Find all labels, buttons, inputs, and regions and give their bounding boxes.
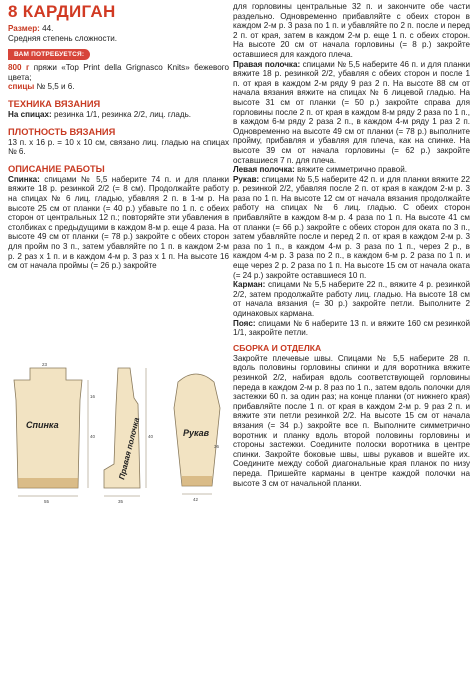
- dim-back-height: 40: [90, 434, 96, 439]
- back-label: Спинка:: [8, 174, 40, 184]
- technique-label: На спицах:: [8, 109, 52, 119]
- needles-label: спицы: [8, 82, 35, 92]
- needles-line: [4, 82, 229, 92]
- size-line: [4, 24, 229, 34]
- materials-banner: ВАМ ПОТРЕБУЕТСЯ:: [8, 49, 90, 60]
- dim-sleeve-width: 42: [193, 497, 199, 502]
- dim-neck: 23: [42, 362, 48, 367]
- needles-value: № 5,5 и 6.: [36, 82, 75, 92]
- sleeve-instructions: [233, 175, 470, 281]
- pocket-instructions: [233, 280, 470, 318]
- right-front-instructions: [233, 60, 470, 166]
- back-instructions: [4, 175, 229, 271]
- sleeve-text: спицами № 5,5 наберите 42 п. и для планки вяжите 22 р. резинкой 2/2, убавляя после 2 п. от края в каждом 2-м р. 3 раза по 1 п. На высоте 12 см от начала вязания продолжайте работу на спицах № 6 лиц. гладью. С обеих сторон прибавляйте в каждом 8-м р. 4 раза по 1 п. На высоте 41 см от планки (= 66 р.) закройте с обеих сторон для оката по 3 п., затем убавляйте после и перед 2 п. от края в каждом 2-м р. 3 раза по 1 п., в каждом 4-м р. 3 раза по 1 п., через 2 р., в каждом 4-м р. 3 раза по 2 п., в каждом 6-м р. 2 раза по 1 п. и еще через 2 р. 2 раза по 1 п. На высоте 15 см от начала оката (= 24 р.) закройте оставшиеся 10 п.: [233, 174, 470, 280]
- front-label-diagram: Правая полочка: [117, 416, 142, 481]
- pattern-title: 8 КАРДИГАН: [8, 2, 116, 21]
- density-header: ПЛОТНОСТЬ ВЯЗАНИЯ: [8, 126, 116, 137]
- dim-sleeve-height: 36: [214, 444, 220, 449]
- density-text: 13 п. x 16 р. = 10 x 10 см, связано лиц. гладью на спицах № 6.: [8, 137, 229, 157]
- right-column: [233, 2, 470, 488]
- dim-front-height: 40: [148, 434, 154, 439]
- technique-line: [4, 110, 229, 120]
- left-front-label: Левая полочка:: [233, 165, 295, 175]
- size-label: Размер:: [8, 24, 40, 33]
- back-label-diagram: Спинка: [26, 420, 59, 430]
- assembly-text: Закройте плечевые швы. Спицами № 5,5 наберите 28 п. вдоль половины горловины спинки и для воротника вяжите резинкой 2/2, набирая вдоль соответствующей горловины переда в каждом 2-м р. 8 раз по 1 п., затем вдоль полочки для застежки 60 п. за один раз; на конце планки (от нижнего края) прибавляйте после 1 п. от края в каждом 2-м р. 9 раз 2 п. и вяжите эти петли резинкой 2/2. На высоте 15 см от начала вязания (= 34 р.) закройте все п. Выполните симметрично воротник и планку вдоль второй половины горловины и стороны застежки. Соедините полоски воротника в центре спинки. Закройте боковые швы, швы рукавов и вшейте их. Соедините между собой диагональные края планок по низу переда. Пришейте карманы в центре каждой полочки на высоте 3 см от начальной планки.: [233, 353, 470, 488]
- size-value: 44.: [42, 24, 54, 33]
- difficulty: Средняя степень сложности.: [8, 33, 118, 43]
- technique-text: резинка 1/1, резинка 2/2, лиц. гладь.: [53, 109, 192, 119]
- belt-text: спицами № 6 наберите 13 п. и вяжите 160 см резинкой 1/1, закройте петли.: [233, 318, 470, 338]
- yarn-amount: 800 г: [8, 63, 30, 73]
- dim-back-width: 55: [44, 499, 50, 504]
- left-column: [4, 2, 229, 271]
- back-continued: для горловины центральные 32 п. и закончите обе части раздельно. Одновременно прибавляйте с обеих сторон в каждом 2-м р. 3 раза по 1 п. и убавляйте по 2 п. после и перед 2 п. от края, затем в каждом 2-м р. еще 1 п. с обеих сторон. На высоте 20 см от начала горловины (= 8 р.) закройте оставшиеся для каждого плеча.: [233, 2, 470, 59]
- dim-front-width: 35: [118, 499, 124, 504]
- yarn-line: [4, 63, 229, 82]
- pattern-schematic: [6, 358, 228, 508]
- dim-armhole: 16: [90, 394, 96, 399]
- pocket-text: спицами № 5,5 наберите 22 п., вяжите 4 р. резинкой 2/2, затем продолжайте работу лиц. гладью. На высоте 18 см от начала вязания (= 30 р.) закройте петли. Выполните 2 одинаковых кармана.: [233, 280, 470, 318]
- sleeve-label-diagram: Рукав: [183, 428, 210, 438]
- left-front-instructions: [233, 165, 470, 175]
- assembly-header: СБОРКА И ОТДЕЛКА: [233, 342, 322, 353]
- sleeve-label: Рукав:: [233, 174, 260, 184]
- right-front-text: спицами № 5,5 наберите 46 п. и для планки вяжите 18 р. резинкой 2/2, убавляя с обеих сторон и после 1 п. от края в каждом 2-м ряду 9 раз 2 п. На высоте 88 см от начала вязания вяжите на спицах № 6 лицевой гладью. На высоте 31 см от планки (= 50 р.) закройте справа для горловины после 2 п. от края в каждом 8-м ряду 2 раза по 1 п., в каждом 6-м ряду 2 раза 2 п., в каждом 4-м ряду 1 раз 2 п. Одновременно на высоте 49 см от планки (= 78 р.) выполните пройму, прибавляя и убавляя для плеча, как на спинке. На высоте 39 см от начала горловины (= 62 р.) закройте оставшиеся 7 п. для плеча.: [233, 59, 470, 165]
- yarn-text: пряжи «Top Print della Grignasco Knits» бежевого цвета;: [8, 63, 229, 82]
- left-front-text: вяжите симметрично правой.: [297, 165, 407, 175]
- description-header: ОПИСАНИЕ РАБОТЫ: [8, 163, 105, 174]
- pocket-label: Карман:: [233, 280, 266, 290]
- back-text: спицами № 5,5 наберите 74 п. и для планки вяжите 18 р. резинкой 2/2 (= 8 см). Продолжайте работу на спицах № 6 лиц. гладью, убавляя 2 п. в 1-м р. На высоте 25 см от планки (= 40 р.) убавьте по 1 п. с обеих сторон от центральных 12 п.; повторяйте эти убавления в столбиках с предыдущими в каждом 8-м р. еще 4 раза. На высоте 49 см от планки (= 78 р.) закройте с обеих сторон для пройм по 3 п., затем убавляйте по 1 п. в каждом 2-м р. 2 раз x 1 п. и в каждом 4-м р. 3 раз x 1 п. На высоте 16 см от начала проймы (= 26 р.) закройте: [8, 174, 229, 271]
- technique-header: ТЕХНИКА ВЯЗАНИЯ: [8, 98, 101, 109]
- right-front-label: Правая полочка:: [233, 59, 301, 69]
- belt-instructions: [233, 319, 470, 338]
- belt-label: Пояс:: [233, 318, 256, 328]
